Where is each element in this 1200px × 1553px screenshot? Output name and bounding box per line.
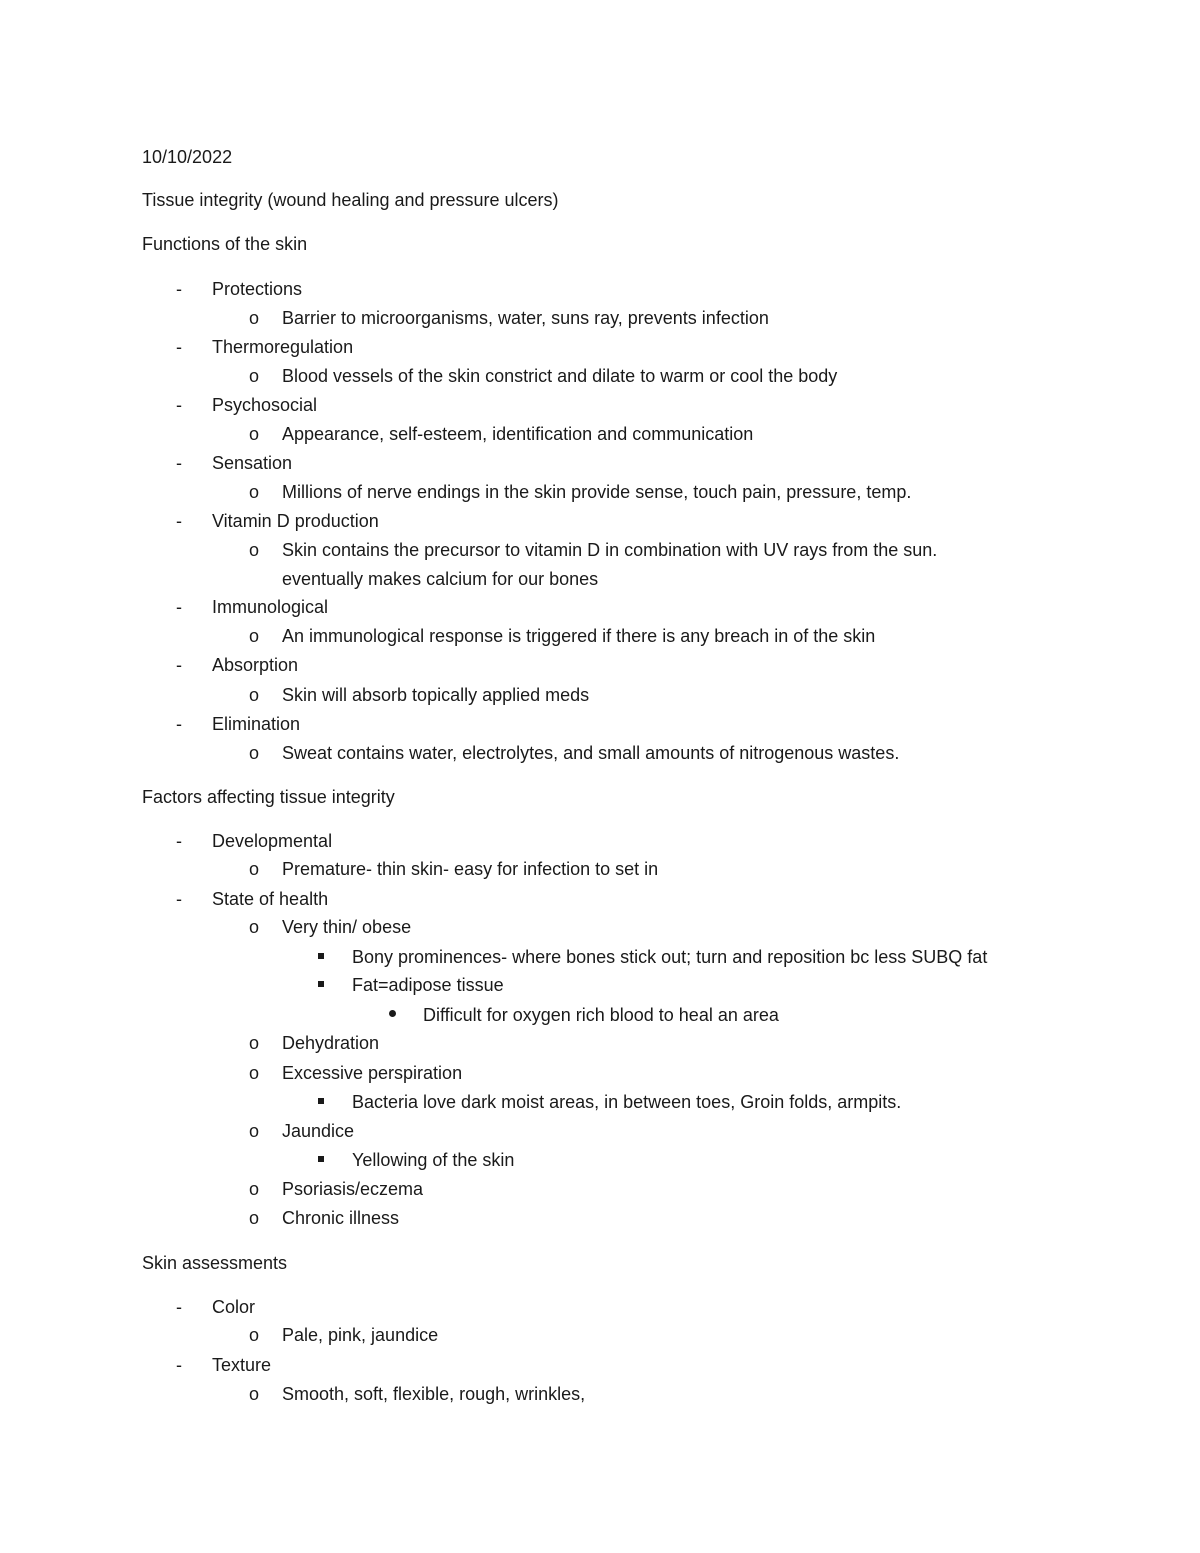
circle-bullet: o xyxy=(249,424,260,444)
circle-bullet: o xyxy=(249,1179,260,1199)
circle-bullet: o xyxy=(249,482,260,502)
circle-bullet: o xyxy=(249,917,260,937)
sub-list-item: Premature- thin skin- easy for infection to set in xyxy=(282,859,659,879)
circle-bullet: o xyxy=(249,366,260,386)
list-item: Texture xyxy=(212,1355,272,1375)
sub-list-item: Chronic illness xyxy=(282,1208,400,1228)
sub-list-item: An immunological response is triggered if there is any breach in of the skin xyxy=(282,626,876,646)
sub-sub-list-item: Fat=adipose tissue xyxy=(352,975,504,995)
sub-list-item: Barrier to microorganisms, water, suns ray, prevents infection xyxy=(282,308,769,328)
sub-list-item: Appearance, self-esteem, identification and communication xyxy=(282,424,754,444)
circle-bullet: o xyxy=(249,1121,260,1141)
dash-bullet: - xyxy=(176,889,182,909)
dash-bullet: - xyxy=(176,453,182,473)
sub-list-item: Millions of nerve endings in the skin provide sense, touch pain, pressure, temp. xyxy=(282,482,912,502)
sub-sub-list-item: Bacteria love dark moist areas, in between toes, Groin folds, armpits. xyxy=(352,1092,902,1112)
section-heading-factors: Factors affecting tissue integrity xyxy=(142,787,395,807)
sub-sub-list-item: Yellowing of the skin xyxy=(352,1150,515,1170)
list-item: Sensation xyxy=(212,453,293,473)
dash-bullet: - xyxy=(176,714,182,734)
dash-bullet: - xyxy=(176,831,182,851)
circle-bullet: o xyxy=(249,1063,260,1083)
sub-list-item: Skin will absorb topically applied meds xyxy=(282,685,590,705)
circle-bullet: o xyxy=(249,540,260,560)
circle-bullet: o xyxy=(249,1325,260,1345)
square-bullet xyxy=(318,981,324,987)
square-bullet xyxy=(318,1098,324,1104)
note-title: Tissue integrity (wound healing and pressure ulcers) xyxy=(142,190,559,210)
square-bullet xyxy=(318,1156,324,1162)
list-item: State of health xyxy=(212,889,329,909)
sub-list-item: Blood vessels of the skin constrict and dilate to warm or cool the body xyxy=(282,366,838,386)
sub-list-item: Excessive perspiration xyxy=(282,1063,463,1083)
dash-bullet: - xyxy=(176,511,182,531)
circle-bullet: o xyxy=(249,685,260,705)
circle-bullet: o xyxy=(249,1208,260,1228)
list-item: Protections xyxy=(212,279,303,299)
square-bullet xyxy=(318,953,324,959)
sub-list-item: Sweat contains water, electrolytes, and small amounts of nitrogenous wastes. xyxy=(282,743,900,763)
circle-bullet: o xyxy=(249,626,260,646)
list-item: Psychosocial xyxy=(212,395,318,415)
circle-bullet: o xyxy=(249,859,260,879)
circle-bullet: o xyxy=(249,1384,260,1404)
sub-list-item: Very thin/ obese xyxy=(282,917,412,937)
dash-bullet: - xyxy=(176,597,182,617)
dash-bullet: - xyxy=(176,1355,182,1375)
list-item: Developmental xyxy=(212,831,333,851)
section-heading-assessments: Skin assessments xyxy=(142,1253,288,1273)
sub-list-item: Skin contains the precursor to vitamin D in combination with UV rays from the sun. xyxy=(282,540,938,560)
sub-list-item: Dehydration xyxy=(282,1033,380,1053)
dash-bullet: - xyxy=(176,337,182,357)
list-item: Elimination xyxy=(212,714,301,734)
note-date: 10/10/2022 xyxy=(142,147,233,167)
list-item: Color xyxy=(212,1297,256,1317)
sub-list-item: Smooth, soft, flexible, rough, wrinkles, xyxy=(282,1384,586,1404)
circle-bullet: o xyxy=(249,743,260,763)
dash-bullet: - xyxy=(176,1297,182,1317)
section-heading-functions: Functions of the skin xyxy=(142,234,308,254)
dash-bullet: - xyxy=(176,655,182,675)
sub-list-item: Psoriasis/eczema xyxy=(282,1179,424,1199)
dash-bullet: - xyxy=(176,279,182,299)
list-item: Immunological xyxy=(212,597,329,617)
list-item: Vitamin D production xyxy=(212,511,379,531)
round-bullet xyxy=(389,1010,396,1017)
sub-list-item-continuation: eventually makes calcium for our bones xyxy=(282,569,599,589)
sub-list-item: Pale, pink, jaundice xyxy=(282,1325,439,1345)
list-item: Thermoregulation xyxy=(212,337,354,357)
circle-bullet: o xyxy=(249,308,260,328)
sub-list-item: Jaundice xyxy=(282,1121,355,1141)
circle-bullet: o xyxy=(249,1033,260,1053)
sub-sub-list-item: Bony prominences- where bones stick out; turn and reposition bc less SUBQ fat xyxy=(352,947,988,967)
dash-bullet: - xyxy=(176,395,182,415)
sub-sub-sub-list-item: Difficult for oxygen rich blood to heal an area xyxy=(423,1005,779,1025)
list-item: Absorption xyxy=(212,655,299,675)
